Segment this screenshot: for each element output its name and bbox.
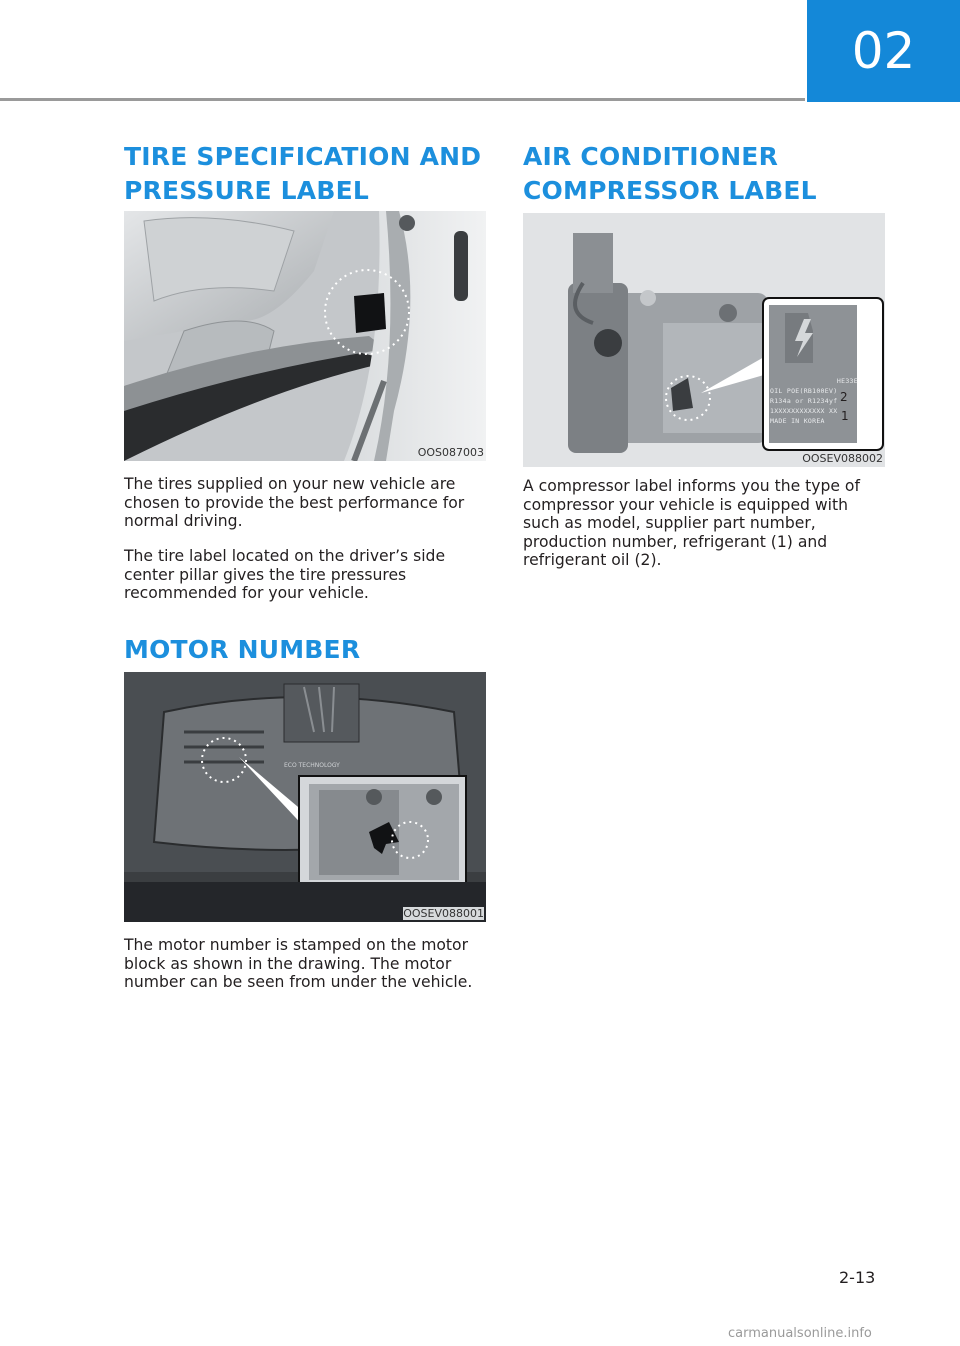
compressor-label-figure [523,213,885,467]
motor-section-title: MOTOR NUMBER [124,635,361,664]
callout-1: 1 [841,409,849,423]
tire-title-line1: TIRE SPECIFICATION AND [124,142,482,171]
label-line-oil: OIL POE(RB100EV) [770,387,838,395]
compressor-illustration [523,213,885,467]
compressor-paragraph: A compressor label informs you the type of compressor your vehicle is equipped with such as model, supplier part number, production number, refrigerant (1) and refrigerant oil (2). [523,477,860,569]
label-line-model: HE33E [836,377,858,385]
chapter-tab [807,0,960,102]
label-line-serial: 1XXXXXXXXXXXX XX [770,407,838,415]
callout-2: 2 [840,390,848,404]
compressor-title-line1: AIR CONDITIONER [523,142,779,171]
eco-technology-text: ECO TECHNOLOGY [284,762,340,769]
tire-title-line2: PRESSURE LABEL [124,176,370,205]
motor-bay-illustration [124,672,486,922]
label-line-refrigerant: R134a or R1234yf [770,397,838,405]
motor-figure-code: OOSEV088001 [403,907,484,920]
motor-paragraph: The motor number is stamped on the motor block as shown in the drawing. The motor number can be seen from under the vehicle. [124,936,473,991]
chapter-number: 02 [851,22,916,80]
tire-section-title [124,140,481,208]
motor-number-figure [124,672,486,922]
header-rule [0,98,805,101]
footer-watermark: carmanualsonline.info [728,1326,872,1341]
car-door-pillar-illustration [124,211,486,461]
label-line-origin: MADE IN KOREA [770,417,825,425]
compressor-section-title [523,140,817,208]
tire-label-figure [124,211,486,461]
compressor-title-line2: COMPRESSOR LABEL [523,176,817,205]
tire-paragraph-1: The tires supplied on your new vehicle are chosen to provide the best performance for normal driving. [124,475,465,530]
page-number: 2-13 [839,1268,876,1287]
tire-figure-code: OOS087003 [417,446,484,459]
tire-paragraph-2: The tire label located on the driver’s side center pillar gives the tire pressures recommended for your vehicle. [124,547,446,602]
compressor-figure-code: OOSEV088002 [802,452,883,465]
